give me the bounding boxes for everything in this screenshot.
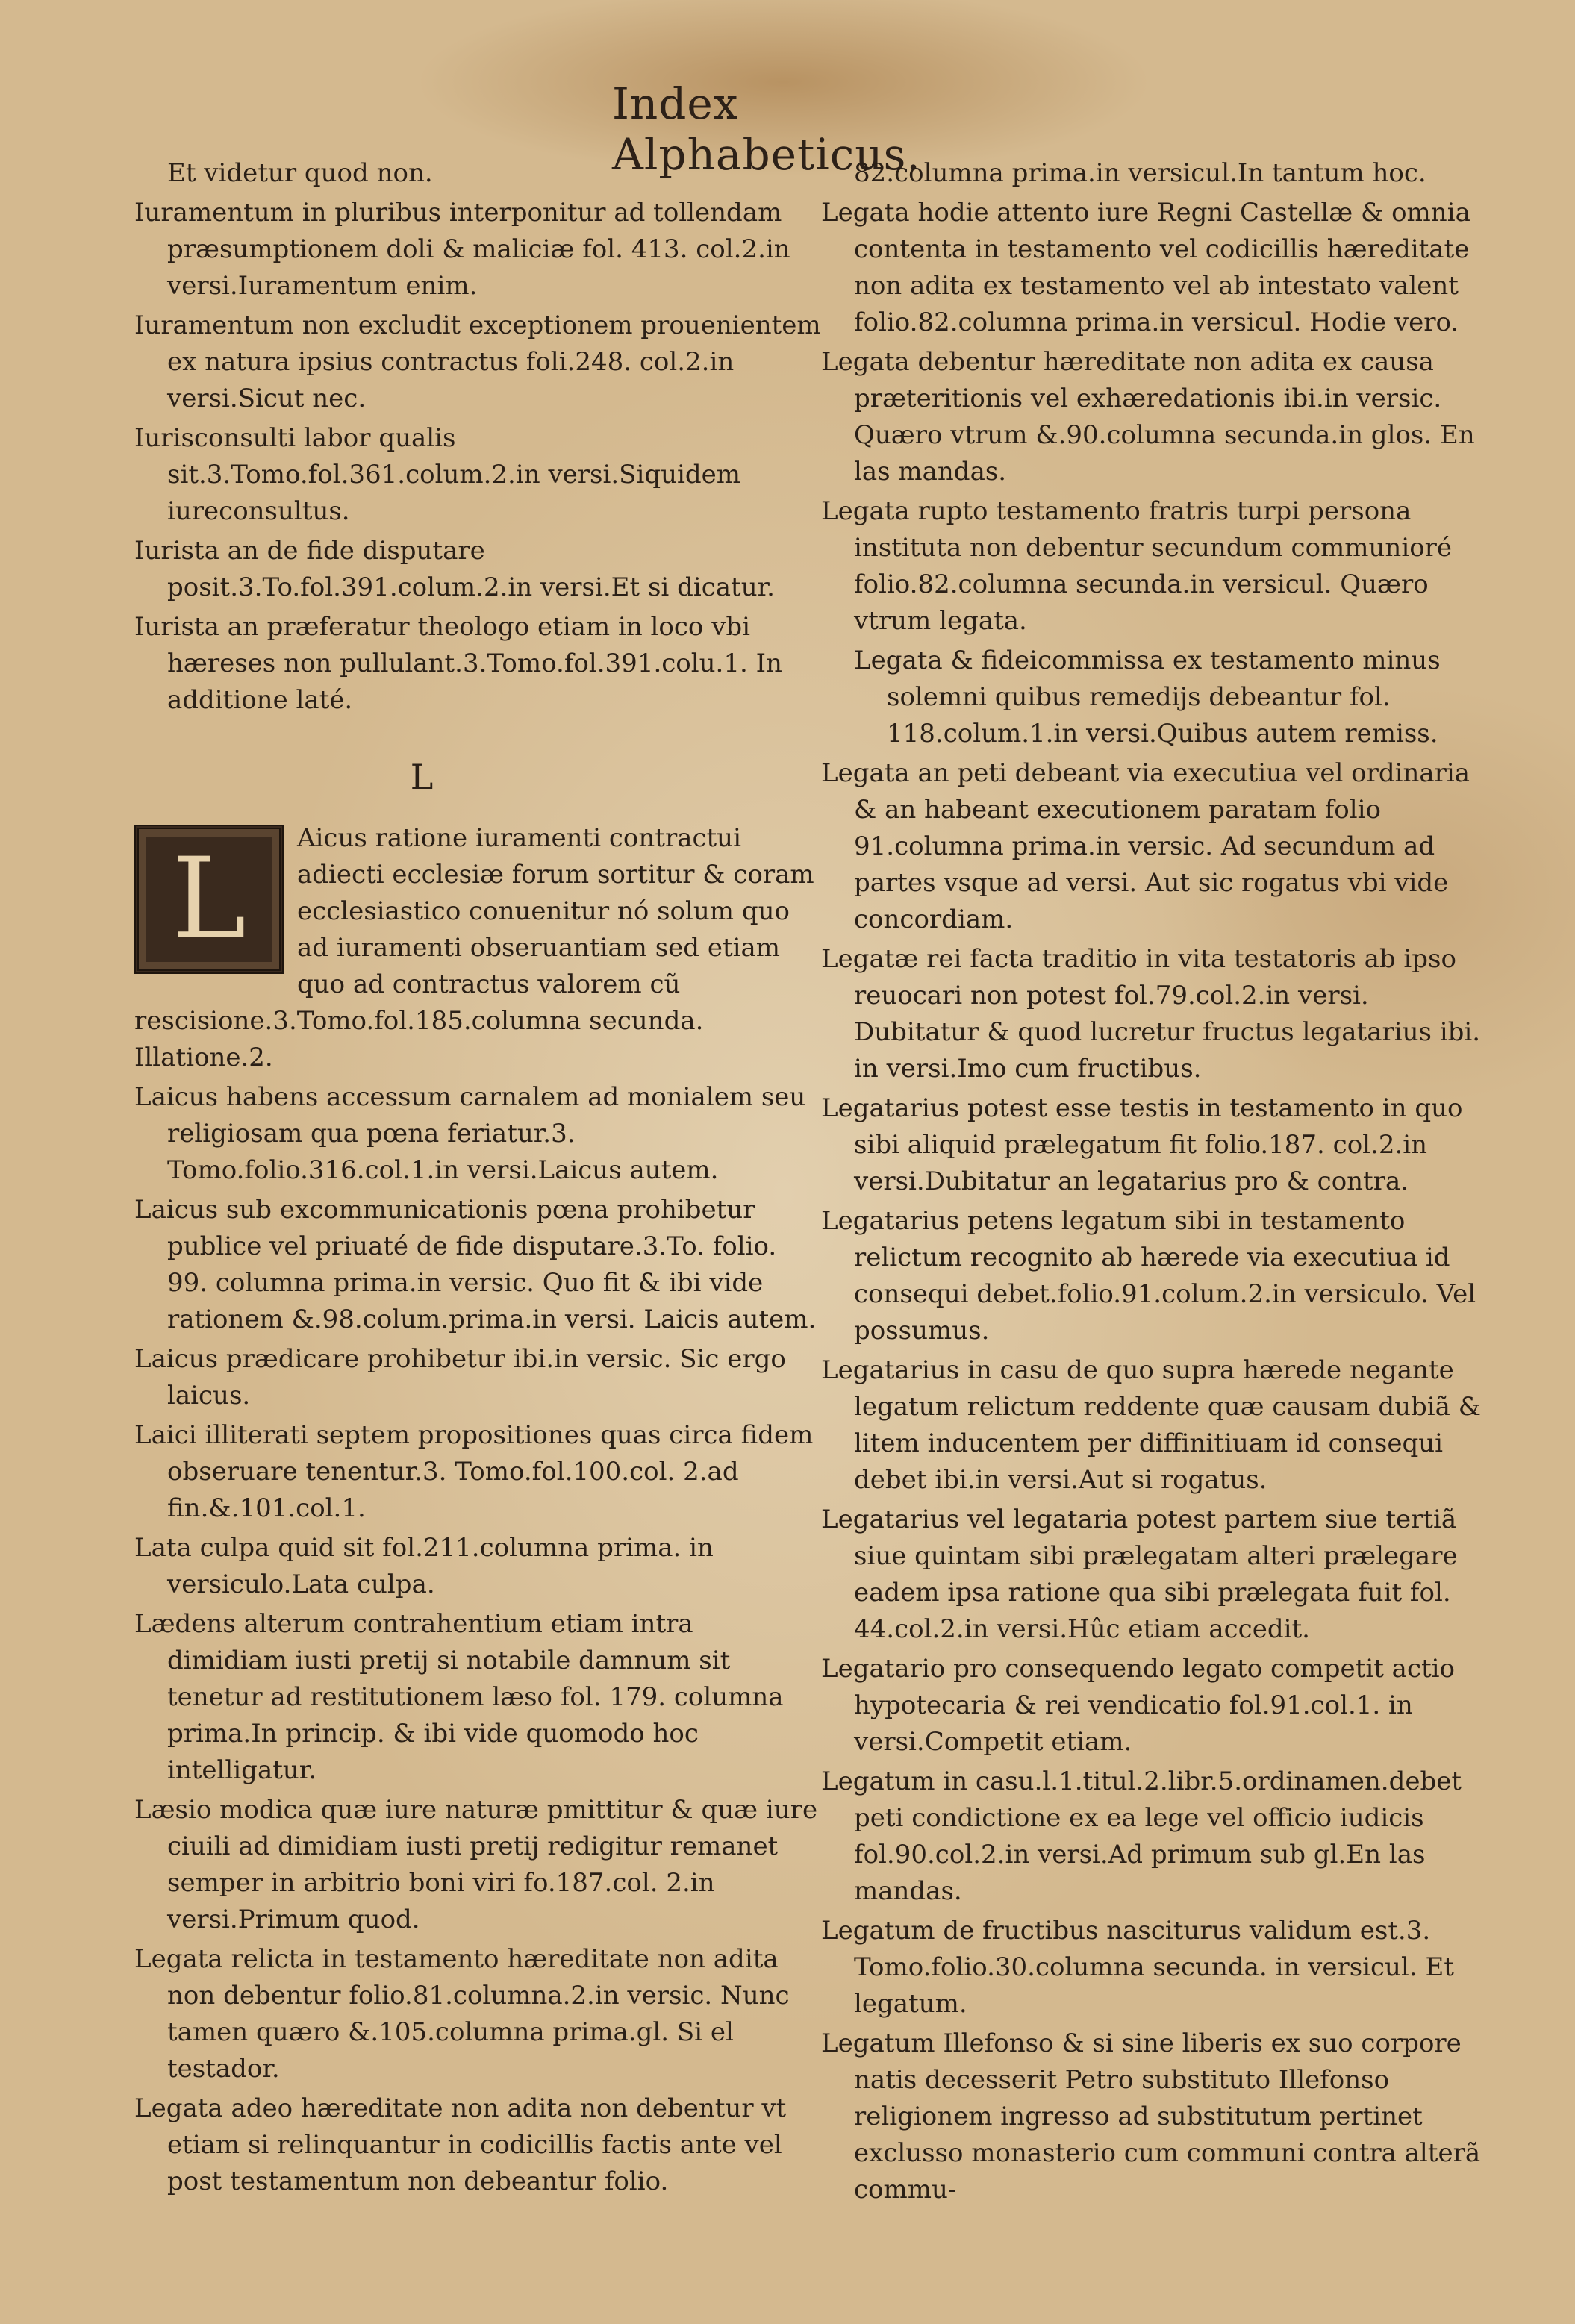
index-entry: Laicus prædicare prohibetur ibi.in versic. Sic ergo laicus. [134,1344,786,1411]
initial-entry-text: Aicus ratione iuramenti contractui adiecti ecclesiæ forum sortitur & coram ecclesiastico conuenitur nó solum quo ad iuramenti obseruantiam sed etiam quo ad contractus valorem cũ rescisione.3.Tomo.fol.185.columna secunda. Illatione.2. [134,823,814,1072]
index-entry: Iuramentum in pluribus interponitur ad tollendam præsumptionem doli & maliciæ fol. 413. col.2.in versi.Iuramentum enim. [134,198,790,301]
index-entry: Legatæ rei facta traditio in vita testatoris ab ipso reuocari non potest fol.79.col.2.in versi. Dubitatur & quod lucretur fructus legatarius ibi. in versi.Imo cum fructibus. [821,944,1481,1084]
left-column [134,155,821,2230]
index-entry: Legata rupto testamento fratris turpi persona instituta non debentur secundum communioré folio.82.columna secunda.in versicul. Quæro vtrum legata. [821,496,1453,636]
left-entries-top [134,155,821,719]
index-entry: Legata debentur hæreditate non adita ex causa præteritionis vel exhæredationis ibi.in versic. Quæro vtrum &.90.columna secunda.in glos. En las mandas. [821,347,1475,487]
index-entry: Iurista an præferatur theologo etiam in loco vbi hæreses non pullulant.3.Tomo.fol.391.colu.1. In additione laté. [134,612,782,715]
index-entry: Legata relicta in testamento hæreditate non adita non debentur folio.81.columna.2.in versic. Nunc tamen quæro &.105.columna prima.gl. Si el testador. [134,1944,790,2084]
index-entry: Legatarius petens legatum sibi in testamento relictum recognito ab hærede via executiua id consequi debet.folio.91.colum.2.in versiculo. Vel possumus. [821,1206,1476,1346]
running-head: Index Alphabeticus. [612,78,921,180]
index-entry: Legata adeo hæreditate non adita non debentur vt etiam si relinquantur in codicillis factis ante vel post testamentum non debeantur folio. [134,2093,787,2196]
index-entry: Legatum de fructibus nasciturus validum est.3. Tomo.folio.30.columna secunda. in versicul. Et legatum. [821,1916,1454,2019]
index-entry: Legatarius vel legataria potest partem siue tertiã siue quintam sibi prælegatam alteri prælegare eadem ipsa ratione qua sibi prælegata fuit fol. 44.col.2.in versi.Hûc etiam accedit. [821,1505,1458,1644]
drop-cap-initial: L [134,825,284,974]
index-entry: Legatum Illefonso & si sine liberis ex suo corpore natis decesserit Petro substituto Illefonso religionem ingresso ad substitutum pertinet exclusso monasterio cum communi contra alterã commu- [821,2028,1481,2205]
index-entry: Legata & fideicommissa ex testamento minus solemni quibus remedijs debeantur fol. 118.colum.1.in versi.Quibus autem remiss. [854,646,1441,749]
index-entry: Laicus sub excommunicationis pœna prohibetur publice vel priuaté de fide disputare.3.To. folio. 99. columna prima.in versic. Quo fit & ibi vide rationem &.98.colum.prima.in versi. Laicis autem. [134,1195,817,1334]
left-entries-bottom [134,1079,821,2200]
index-entry: 82.columna prima.in versicul.In tantum hoc. [854,158,1426,188]
right-entries [821,155,1493,2208]
index-entry: Iurisconsulti labor qualis sit.3.Tomo.fol.361.colum.2.in versi.Siquidem iureconsultus. [134,423,740,526]
index-entry: Legatum in casu.l.1.titul.2.libr.5.ordinamen.debet peti condictione ex ea lege vel officio iudicis fol.90.col.2.in versi.Ad primum sub gl.En las mandas. [821,1767,1462,1906]
index-entry: Laicus habens accessum carnalem ad monialem seu religiosam qua pœna feriatur.3. Tomo.folio.316.col.1.in versi.Laicus autem. [134,1082,806,1185]
index-entry: Iuramentum non excludit exceptionem prouenientem ex natura ipsius contractus foli.248. col.2.in versi.Sicut nec. [134,310,821,413]
index-entry: Lædens alterum contrahentium etiam intra dimidiam iusti pretij si notabile damnum sit tenetur ad restitutionem læso fol. 179. columna prima.In princip. & ibi vide quomodo hoc intelligatur. [134,1609,784,1785]
index-entry: Legata an peti debeant via executiua vel ordinaria & an habeant executionem paratam folio 91.columna prima.in versic. Ad secundum ad partes vsque ad versi. Aut sic rogatus vbi vide concordiam. [821,758,1470,934]
index-entry: Legatario pro consequendo legato competit actio hypotecaria & rei vendicatio fol.91.col.1. in versi.Competit etiam. [821,1654,1456,1757]
index-entry: Læsio modica quæ iure naturæ pmittitur & quæ iure ciuili ad dimidiam iusti pretij redigitur remanet semper in arbitrio boni viri fo.187.col. 2.in versi.Primum quod. [134,1795,818,1934]
initial-entry-block [134,820,821,1076]
index-entry: Legatarius potest esse testis in testamento in quo sibi aliquid prælegatum fit folio.187. col.2.in versi.Dubitatur an legatarius pro & contra. [821,1093,1463,1196]
index-entry: Legata hodie attento iure Regni Castellæ & omnia contenta in testamento vel codicillis hæreditate non adita ex testamento vel ab intestato valent folio.82.columna prima.in versicul. Hodie vero. [821,198,1470,337]
index-entry: Laici illiterati septem propositiones quas circa fidem obseruare tenentur.3. Tomo.fol.100.col. 2.ad fin.&.101.col.1. [134,1420,814,1523]
index-entry: Legatarius in casu de quo supra hærede negante legatum relictum reddente quæ causam dubiã & litem inducentem per diffinitiuam id consequi debet ibi.in versi.Aut si rogatus. [821,1355,1481,1495]
right-column [821,155,1493,2230]
index-entry: Et videtur quod non. [167,158,433,188]
index-entry: Lata culpa quid sit fol.211.columna prima. in versiculo.Lata culpa. [134,1533,714,1599]
index-entry: Iurista an de fide disputare posit.3.To.fol.391.colum.2.in versi.Et si dicatur. [134,536,775,602]
section-letter: L [410,757,434,797]
